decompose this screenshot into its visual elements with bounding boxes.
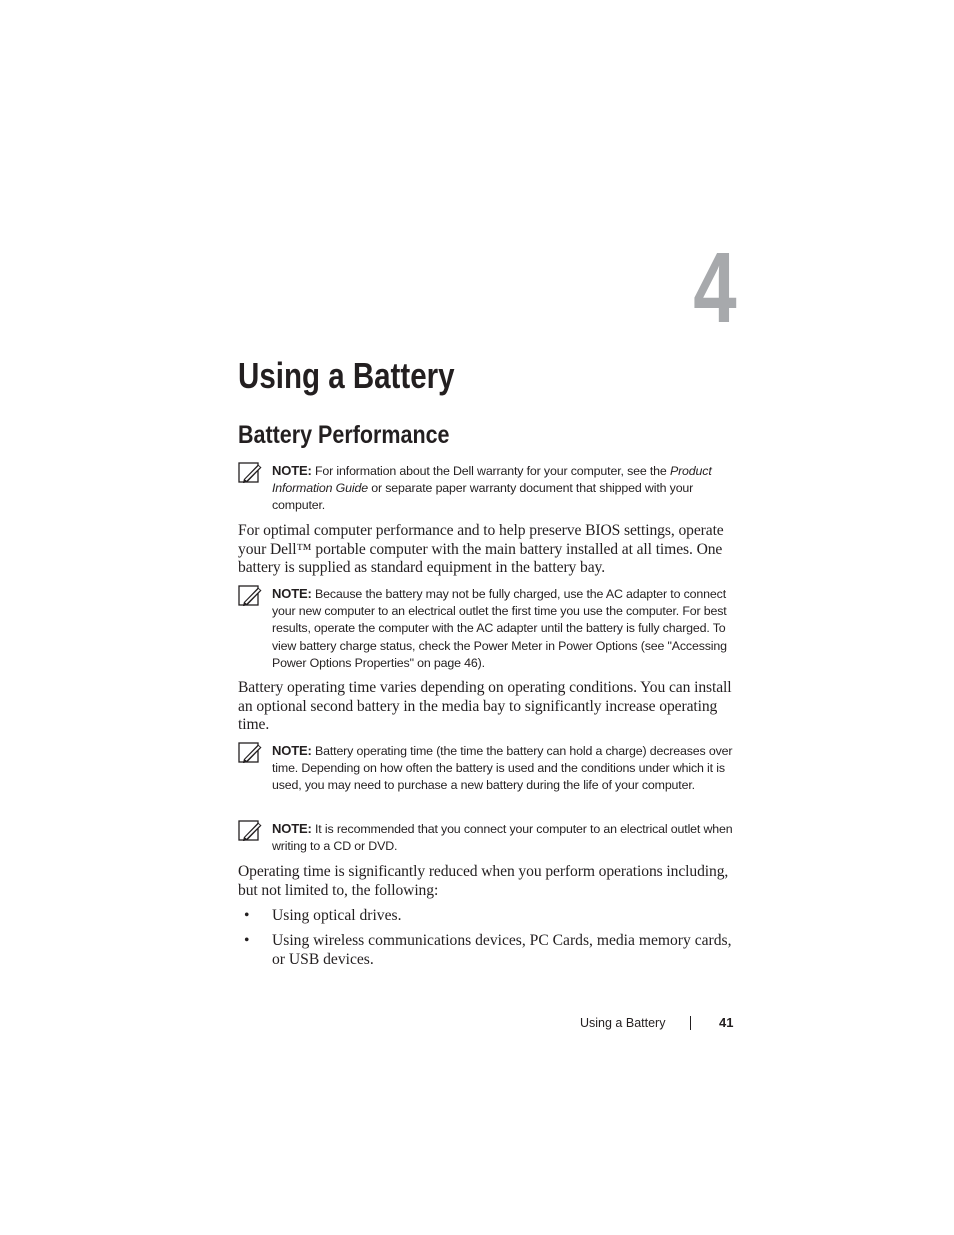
note-text	[272, 462, 747, 515]
paragraph-reduced-time: Operating time is significantly reduced when you perform operations including, but not limited to, the following:	[238, 863, 729, 899]
chapter-title: Using a Battery	[238, 355, 455, 396]
pencil-note-icon	[238, 820, 264, 842]
section-title: Battery Performance	[238, 421, 450, 449]
note-text	[272, 742, 747, 795]
note-body: Because the battery may not be fully charged, use the AC adapter to connect your new computer to an electrical outlet the first time you use the computer. For best results, operate the computer with the AC adapter until the battery is fully charged. To view battery charge status, check the Power Meter in Power Options (see "Accessing Power Options Properties" on page 46).	[272, 587, 727, 670]
chapter-number: 4	[693, 232, 737, 344]
note-cd-dvd	[238, 820, 738, 855]
note-text-start: For information about the Dell warranty for your computer, see the	[315, 464, 670, 478]
note-label: NOTE:	[272, 821, 312, 836]
pencil-note-icon	[238, 585, 264, 607]
footer-chapter-title: Using a Battery	[580, 1016, 666, 1030]
footer-divider	[690, 1016, 691, 1030]
note-body: Battery operating time (the time the battery can hold a charge) decreases over time. Depending on how often the battery is used and the conditions under which it is used, you may need to purchase a new battery during the life of your computer.	[272, 744, 733, 793]
list-item-text: Using wireless communications devices, PC Cards, media memory cards, or USB devices.	[272, 932, 732, 968]
list-item	[244, 907, 738, 926]
page-number: 41	[719, 1015, 734, 1030]
note-label: NOTE:	[272, 463, 312, 478]
paragraph-operating-time: Battery operating time varies depending on operating conditions. You can install an optional second battery in the media bay to significantly increase operating time.	[238, 679, 732, 734]
note-italic-reference: Product Information Guide	[272, 464, 712, 496]
list-item	[244, 932, 738, 969]
note-charging	[238, 585, 738, 672]
note-body: It is recommended that you connect your computer to an electrical outlet when writing to a CD or DVD.	[272, 822, 733, 854]
note-label: NOTE:	[272, 586, 312, 601]
pencil-note-icon	[238, 742, 264, 764]
note-text-end: or separate paper warranty document that shipped with your computer.	[272, 481, 694, 513]
paragraph-main-battery: For optimal computer performance and to help preserve BIOS settings, operate your Dell™ portable computer with the main battery installed at all times. One battery is supplied as standard equipment in the battery bay.	[238, 522, 724, 577]
list-item-text: Using optical drives.	[272, 907, 402, 924]
note-text	[272, 585, 747, 672]
bullet-icon: •	[244, 932, 250, 949]
note-text	[272, 820, 747, 855]
bullet-icon: •	[244, 907, 250, 924]
note-label: NOTE:	[272, 743, 312, 758]
pencil-note-icon	[238, 462, 264, 484]
note-battery-life	[238, 742, 738, 795]
note-warranty	[238, 462, 738, 515]
